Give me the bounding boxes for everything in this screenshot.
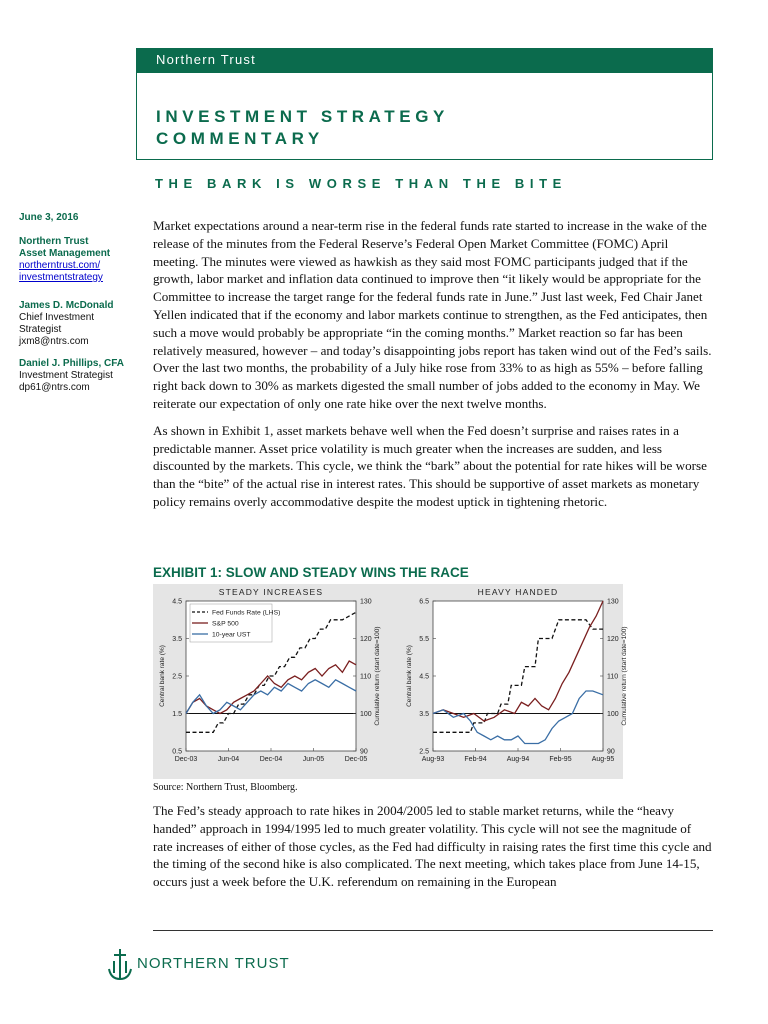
author-1-name: James D. McDonald: [19, 300, 114, 311]
org-division: Asset Management: [19, 248, 111, 259]
chart-2-x-tick-label: Aug-94: [506, 756, 530, 763]
chart-2-y-tick-label: 6.5: [419, 598, 429, 606]
chart-1-y2-tick-label: 120: [360, 636, 372, 643]
chart-2-y2-tick-label: 130: [607, 598, 619, 606]
chart-1-y-tick-label: 0.5: [172, 748, 182, 756]
chart-1-y2-axis-label: Cumulative return (start date=100): [374, 626, 381, 726]
chart-1-x-tick-label: Dec-05: [344, 756, 368, 763]
exhibit-chart-svg: [153, 584, 628, 779]
chart-1-y-tick-label: 2.5: [172, 673, 182, 681]
body-text-2: [153, 802, 713, 891]
document-title: [156, 106, 449, 150]
author-2-title: Investment Strategist: [19, 370, 113, 381]
chart-2-y-tick-label: 4.5: [419, 673, 429, 681]
author-1-title-2: Strategist: [19, 324, 62, 335]
author-1-title-1: Chief Investment: [19, 312, 95, 323]
chart-2-plot-area: [433, 601, 603, 751]
website-link-line-1[interactable]: northerntrust.com/: [19, 260, 101, 271]
chart-1-y-tick-label: 4.5: [172, 598, 182, 606]
chart-2-y-tick-label: 2.5: [419, 748, 429, 756]
website-link[interactable]: [19, 260, 149, 284]
website-link-line-2[interactable]: investmentstrategy: [19, 272, 103, 283]
chart-2-x-tick-label: Feb-95: [549, 756, 572, 763]
chart-1-y2-tick-label: 110: [360, 673, 372, 681]
chart-1-y-axis-label: Central bank rate (%): [159, 645, 166, 707]
title-line-1: INVESTMENT STRATEGY: [156, 107, 449, 126]
chart-1-x-tick-label: Dec-04: [259, 756, 283, 763]
chart-1-y-tick-label: 1.5: [172, 711, 182, 718]
chart-2-title: HEAVY HANDED: [477, 587, 559, 597]
source-note: Source: Northern Trust, Bloomberg.: [153, 782, 298, 793]
chart-2-y2-tick-label: 110: [607, 673, 619, 681]
publication-date: June 3, 2016: [19, 212, 79, 223]
paragraph-3: The Fed’s steady approach to rate hikes in 2004/2005 led to stable market returns, while the “heavy handed” approach in 1994/1995 led to much greater volatility. This cycle will not see the magnitude of rate increases of either of those cycles, as the Fed had difficulty in raising rates the first time this cycle and the timing of the second hike is also complicated. The next meeting, which takes place from June 14-15, occurs just a week before the U.K. referendum on remaining in the European: [153, 803, 712, 890]
exhibit-chart: [153, 584, 628, 779]
chart-1-x-tick-label: Jun-04: [217, 756, 240, 763]
chart-1-y2-tick-label: 130: [360, 598, 372, 606]
brand-name: Northern Trust: [156, 52, 256, 67]
footer-brand: NORTHERN TRUST: [137, 955, 290, 972]
header-bar: [137, 49, 712, 73]
chart-1-y-tick-label: 3.5: [172, 636, 182, 643]
chart-2-x-tick-label: Aug-93: [421, 756, 445, 763]
chart-1-legend-label: S&P 500: [212, 620, 239, 628]
chart-1-x-tick-label: Dec-03: [174, 756, 198, 763]
chart-2-y2-tick-label: 120: [607, 636, 619, 643]
chart-1-y2-tick-label: 90: [360, 748, 368, 756]
headline: THE BARK IS WORSE THAN THE BITE: [155, 176, 567, 191]
chart-1-x-tick-label: Jun-05: [302, 756, 325, 763]
title-line-2: COMMENTARY: [156, 129, 324, 148]
chart-2-y-axis-label: Central bank rate (%): [406, 645, 413, 707]
chart-2-y-tick-label: 5.5: [419, 636, 429, 643]
chart-2-y2-axis-label: Cumulative return (start date=100): [621, 626, 628, 726]
body-text: [153, 217, 713, 520]
anchor-logo-icon: [105, 945, 135, 985]
chart-1-legend-label: Fed Funds Rate (LHS): [212, 609, 281, 617]
paragraph-1: Market expectations around a near-term rise in the federal funds rate started to increase in the wake of the release of the minutes from the Federal Reserve’s Federal Open Market Committee (FOMC) April meeting. The minutes were viewed as hawkish as they said most FOMC participants judged that if the growth, labor market and inflation data continued to improve then “it likely would be appropriate for the Committee to increase the target range for the federal funds rate in June.” Just last week, Fed Chair Janet Yellen indicated that if the economy and labor markets continue to strengthen, as the Fed anticipates, then such a move would probably be appropriate “in the coming months.” Market reaction so far has been relatively measured, however – and today’s disappointing jobs report has taken wind out of the Fed’s sails. Over the last two months, the probability of a July hike rose from 33% to as high as 55% – before falling right back down to 30% as markets digested the small number of jobs added to the economy in May. We reiterate our expectation of only one rate hike over the next twelve months.: [153, 218, 712, 411]
chart-2-x-tick-label: Feb-94: [464, 756, 487, 763]
author-1-email[interactable]: jxm8@ntrs.com: [19, 336, 89, 347]
chart-2-y2-tick-label: 90: [607, 748, 615, 756]
chart-1-title: STEADY INCREASES: [218, 587, 324, 597]
author-2-name: Daniel J. Phillips, CFA: [19, 358, 125, 369]
chart-2-y-tick-label: 3.5: [419, 711, 429, 718]
exhibit-title: EXHIBIT 1: SLOW AND STEADY WINS THE RACE: [153, 565, 469, 580]
header-box: [136, 48, 713, 160]
footer-rule: [153, 930, 713, 931]
author-2-email[interactable]: dp61@ntrs.com: [19, 382, 90, 393]
chart-2-x-tick-label: Aug-95: [591, 756, 615, 763]
chart-1-y2-tick-label: 100: [360, 711, 372, 718]
org-name: Northern Trust: [19, 236, 89, 247]
paragraph-2: As shown in Exhibit 1, asset markets behave well when the Fed doesn’t surprise and raises rates in a predictable manner. Asset price volatility is much greater when the increases are sudden, and less discounted by the markets. This cycle, we think the “bark” about the potential for rate hikes will be worse than the “bite” of the actual rise in interest rates. This should be supportive of asset markets as monetary policy remains overly accommodative despite the modest uptick in tightening rhetoric.: [153, 422, 707, 509]
sidebar: [19, 212, 149, 394]
chart-2-y2-tick-label: 100: [607, 711, 619, 718]
chart-1-legend-label: 10-year UST: [212, 631, 251, 639]
